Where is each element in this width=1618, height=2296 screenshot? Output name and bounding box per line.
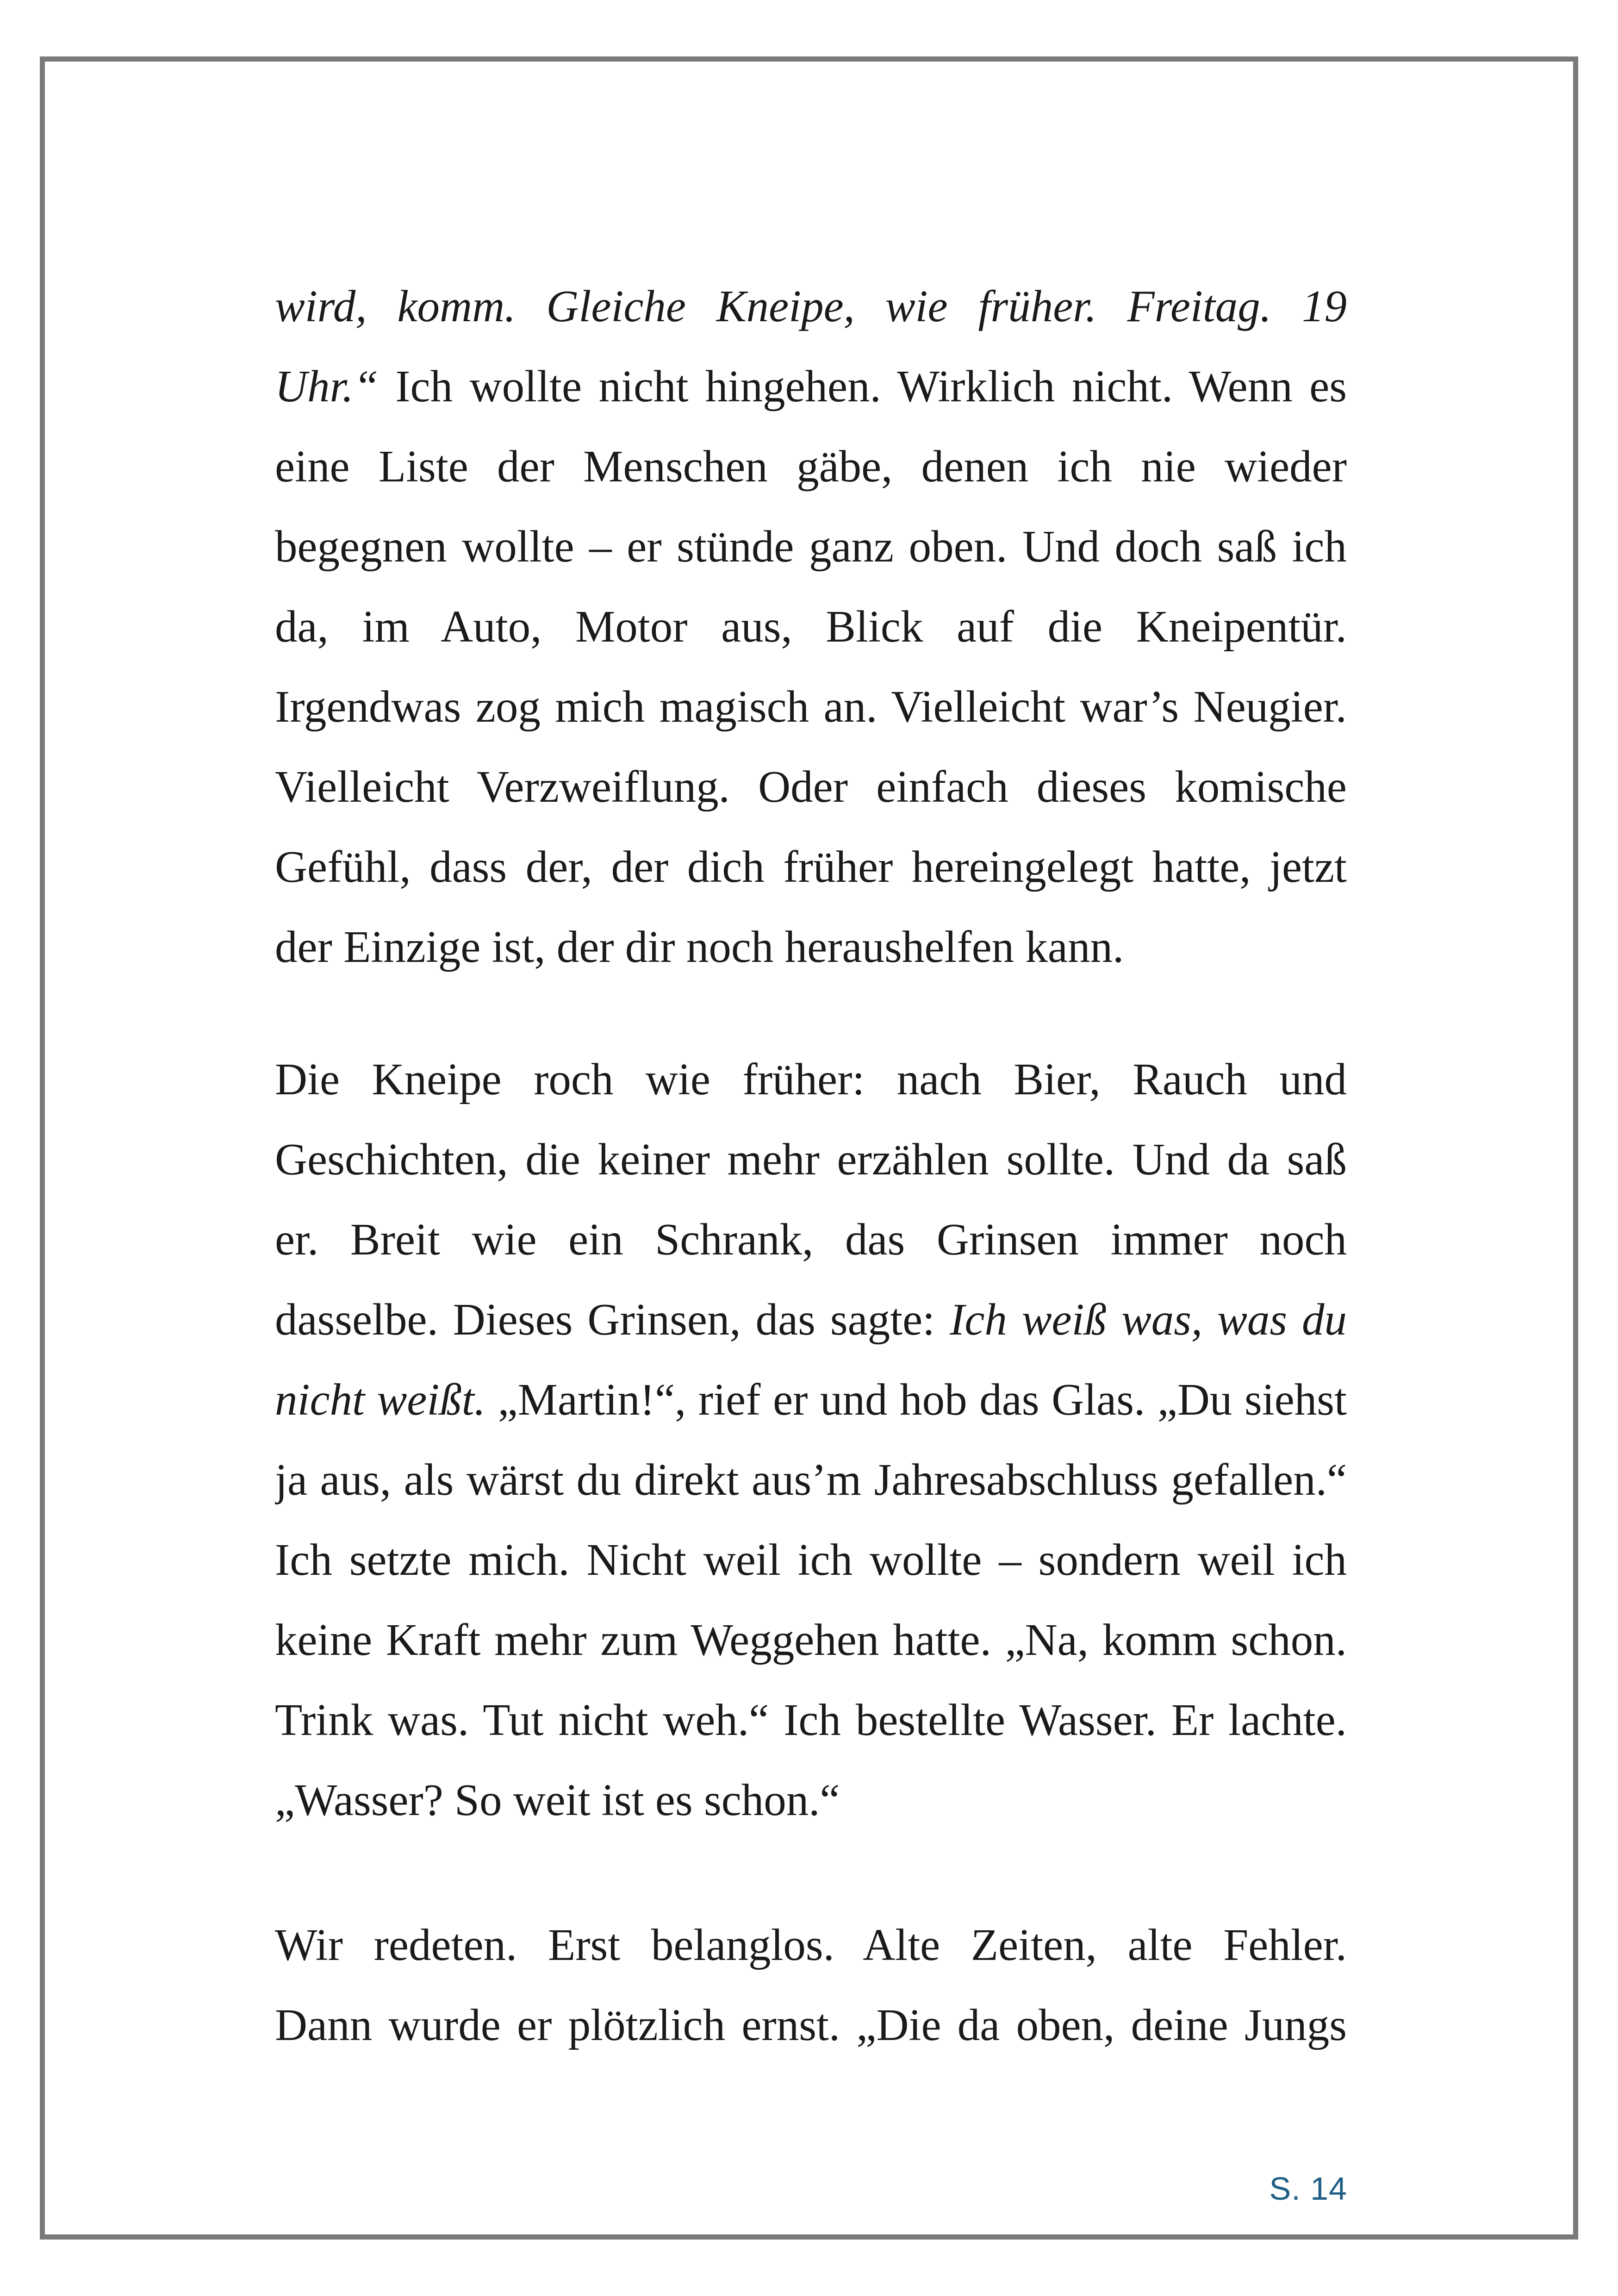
body-text: Die Kneipe roch wie früher: nach Bier, Rauch und: [275, 1054, 1347, 1104]
paragraph-1: [275, 266, 1347, 987]
paragraph-2: [275, 1039, 1347, 1840]
page-number: S. 14: [1269, 2171, 1347, 2207]
text-line: [275, 747, 1347, 827]
body-text: Vielleicht Verzweiflung. Oder einfach dieses komische: [275, 762, 1347, 811]
body-text: Wir redeten. Erst belanglos. Alte Zeiten, alte Fehler.: [275, 1920, 1347, 1970]
body-text: Geschichten, die keiner mehr erzählen sollte. Und da saß: [275, 1135, 1347, 1184]
text-line: [275, 1119, 1347, 1199]
text-line: [275, 1680, 1347, 1760]
body-text: Ich setzte mich. Nicht weil ich wollte – sondern weil ich: [275, 1535, 1347, 1585]
body-text: er. Breit wie ein Schrank, das Grinsen immer noch: [275, 1215, 1347, 1264]
italic-text: wird, komm. Gleiche Kneipe, wie früher. Freitag. 19: [275, 281, 1347, 331]
text-line: [275, 1600, 1347, 1680]
text-line: [275, 1199, 1347, 1279]
italic-text: Uhr.“: [275, 362, 379, 411]
text-line: [275, 266, 1347, 346]
body-text: dasselbe. Dieses Grinsen, das sagte:: [275, 1295, 950, 1344]
body-text: Gefühl, dass der, der dich früher hereingelegt hatte, jetzt: [275, 842, 1347, 892]
body-text: ja aus, als wärst du direkt aus’m Jahresabschluss gefallen.“: [275, 1455, 1347, 1504]
paragraph-3: [275, 1905, 1347, 2065]
body-text: Ich wollte nicht hingehen. Wirklich nicht. Wenn es: [378, 362, 1347, 411]
text-line: [275, 907, 1347, 987]
body-text: „Martin!“, rief er und hob das Glas. „Du siehst: [485, 1375, 1347, 1424]
body-text: Trink was. Tut nicht weh.“ Ich bestellte Wasser. Er lachte.: [275, 1695, 1347, 1745]
body-text: eine Liste der Menschen gäbe, denen ich nie wieder: [275, 442, 1347, 491]
italic-text: Ich weiß was, was du: [950, 1295, 1347, 1344]
text-line: [275, 1360, 1347, 1440]
text-line: [275, 1279, 1347, 1360]
body-text: begegnen wollte – er stünde ganz oben. Und doch saß ich: [275, 522, 1347, 571]
text-line: [275, 1520, 1347, 1600]
text-line: [275, 1985, 1347, 2065]
text-line: [275, 1905, 1347, 1985]
text-line: [275, 667, 1347, 747]
text-line: [275, 586, 1347, 667]
body-text: keine Kraft mehr zum Weggehen hatte. „Na, komm schon.: [275, 1615, 1347, 1665]
text-line: [275, 346, 1347, 426]
text-line: [275, 1039, 1347, 1119]
text-line: [275, 506, 1347, 586]
body-text: der Einzige ist, der dir noch heraushelfen kann.: [275, 922, 1124, 972]
text-line: [275, 1440, 1347, 1520]
body-text: „Wasser? So weit ist es schon.“: [275, 1775, 840, 1825]
italic-text: nicht weißt.: [275, 1375, 485, 1424]
text-line: [275, 426, 1347, 506]
text-line: [275, 827, 1347, 907]
text-line: [275, 1760, 1347, 1840]
body-text: da, im Auto, Motor aus, Blick auf die Kneipentür.: [275, 602, 1347, 651]
body-text: Irgendwas zog mich magisch an. Vielleicht war’s Neugier.: [275, 682, 1347, 731]
body-text: Dann wurde er plötzlich ernst. „Die da oben, deine Jungs: [275, 2000, 1347, 2050]
